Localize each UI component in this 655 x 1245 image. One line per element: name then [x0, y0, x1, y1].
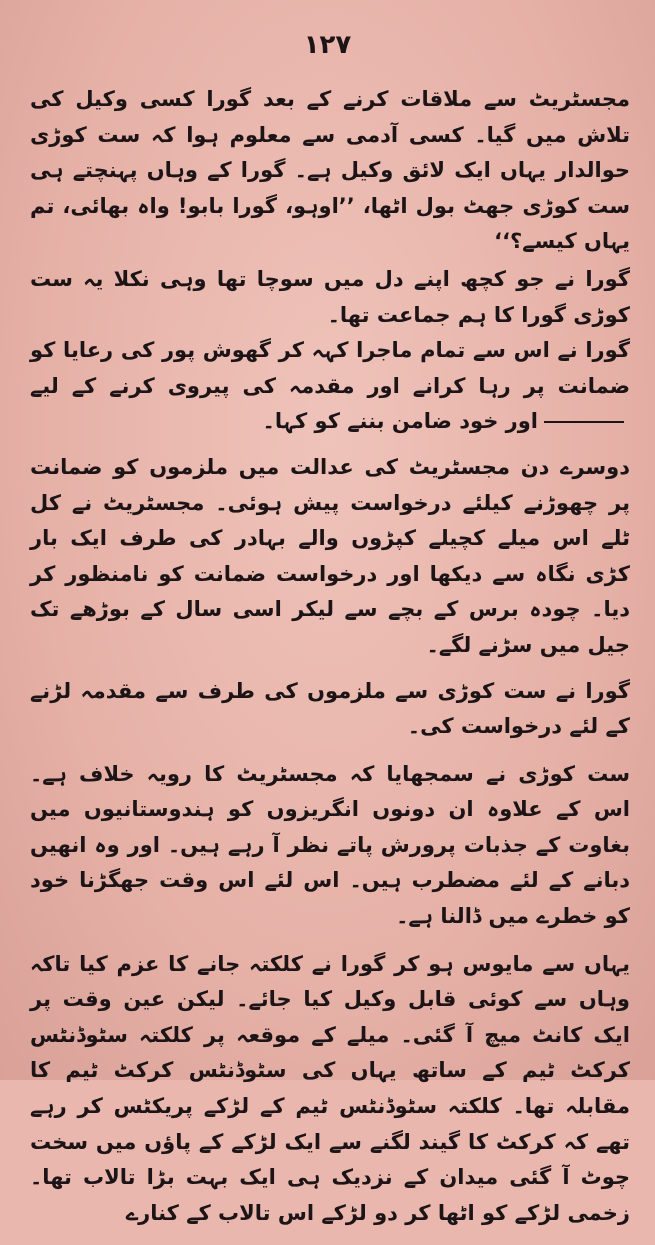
paragraph-7: یہاں سے مایوس ہو کر گورا نے کلکتہ جانے کا عزم کیا تاکہ وہاں سے کوئی قابل وکیل کیا جائے۔ لیکن عین وقت پر ایک کانٹ میچ آ گئی۔ میلے کے موقعہ پر کلکتہ سٹوڈنٹس کرکٹ ٹیم کے ساتھ یہاں کی سٹوڈنٹس کرکٹ ٹیم کا مقابلہ تھا۔ کلکتہ سٹوڈنٹس ٹیم کے لڑکے پریکٹس کر رہے تھے کہ کرکٹ کا گیند لگنے سے ایک لڑکے کے پاؤں میں سخت چوٹ آ گئی میدان کے نزدیک ہی ایک بہت بڑا تالاب تھا۔ زخمی لڑکے کو اٹھا کر دو لڑکے اس تالاب کے کنارے: [30, 951, 630, 1225]
paragraph-1: مجسٹریٹ سے ملاقات کرنے کے بعد گورا کسی وکیل کی تلاش میں گیا۔ کسی آدمی سے معلوم ہوا کہ ست کوڑی حوالدار یہاں ایک لائق وکیل ہے۔ گورا کے وہاں پہنچتے ہی ست کوڑی جھٹ بول اٹھا، ’’اوہو، گورا بابو! واہ بھائی، تم یہاں کیسے؟‘‘: [30, 87, 630, 254]
paragraph-2: گورا نے جو کچھ اپنے دل میں سوچا تھا وہی نکلا یہ ست کوڑی گورا کا ہم جماعت تھا۔: [30, 266, 630, 327]
paragraph-3-end: اور خود ضامن بننے کو کہا۔: [262, 409, 538, 434]
paragraph-5: گورا نے ست کوڑی سے ملزموں کی طرف سے مقدمہ لڑنے کے لئے درخواست کی۔: [30, 678, 630, 739]
page-number: ۱۲۷: [303, 30, 352, 60]
paragraph-3-text: گورا نے اس سے تمام ماجرا کہہ کر گھوش پور کی رعایا کو ضمانت پر رہا کرانے اور مقدمہ کی پیروی کرنے کے لیے: [30, 338, 630, 398]
paragraph-3: [30, 333, 630, 440]
paragraph-6: ست کوڑی نے سمجھایا کہ مجسٹریٹ کا رویہ خلاف ہے۔ اس کے علاوہ ان دونوں انگریزوں کو ہندوستانیوں میں بغاوت کے جذبات پرورش پاتے نظر آ رہے ہیں۔ اور وہ انھیں دبانے کے لئے مضطرب ہیں۔ اس لئے اس وقت جھگڑنا خود کو خطرے میں ڈالنا ہے۔: [30, 761, 630, 929]
paragraph-4: دوسرے دن مجسٹریٹ کی عدالت میں ملزموں کو ضمانت پر چھوڑنے کیلئے درخواست پیش ہوئی۔ مجسٹریٹ نے کل ٹلے اس میلے کچیلے کپڑوں والے بہادر کی طرف ایک بار کڑی نگاہ سے دیکھا اور درخواست ضمانت کو نامنظور کر دیا۔ چودہ برس کے بچے سے لیکر اسی سال کے بوڑھے تک جیل میں سڑنے لگے۔: [30, 454, 630, 657]
blank-line: [544, 421, 624, 423]
body-text: [30, 82, 630, 1245]
